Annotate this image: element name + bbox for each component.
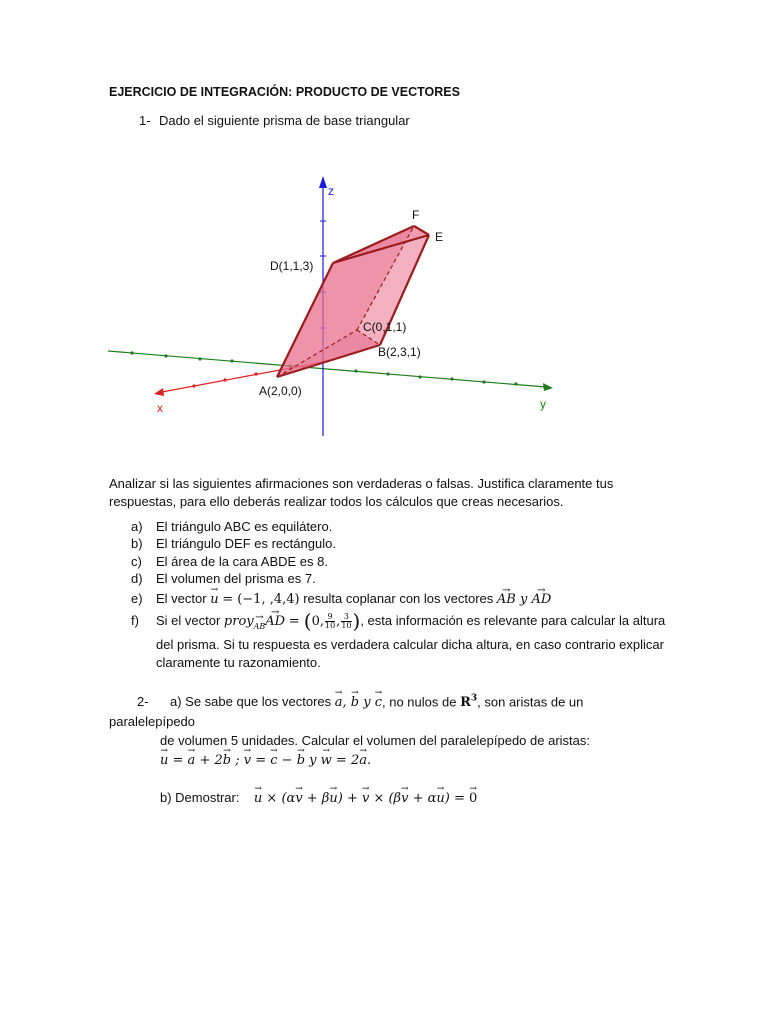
instructions-paragraph (109, 475, 649, 510)
page-title: EJERCICIO DE INTEGRACIÓN: PRODUCTO DE VECTORES (109, 85, 460, 99)
list-item: e) El vector → u = (−1, ,4,4) resulta coplanar con los vectores → AB y → AD (109, 590, 669, 608)
point-c-label: C(0,1,1) (363, 320, 407, 334)
y-axis-arrowhead (543, 383, 553, 391)
point-a-label: A(2,0,0) (259, 384, 302, 398)
axis-z-label: z (328, 184, 334, 198)
statements-list (109, 518, 669, 672)
axis-x-label: x (157, 401, 163, 415)
point-e-label: E (435, 230, 444, 244)
list-item: c) El área de la cara ABDE es 8. (131, 553, 328, 569)
point-b-label: B(2,3,1) (378, 345, 421, 359)
point-d-label: D(1,1,3) (270, 259, 314, 273)
x-axis-arrowhead (154, 388, 164, 396)
math-projection: proy→ $_{AB}$→ AD (224, 614, 285, 629)
prism-figure (0, 0, 768, 460)
exercise-2b: b) Demostrar: → u × (α→ v + β→ u) + → v × (β→ v + α→ u) = → 0 (109, 788, 669, 808)
math-vector-u: → u (210, 592, 218, 607)
exercise-1-text: Dado el siguiente prisma de base triangular (159, 113, 410, 128)
exercise-2-number: 2- (137, 694, 149, 710)
math-identity: → u × (α→ v + β→ u) + → v × (β→ v + α→ u) = → 0 (254, 791, 477, 806)
list-item: a) El triángulo ABC es equilátero. (131, 519, 333, 534)
list-item: d) El volumen del prisma es 7. (131, 571, 316, 587)
point-f-label: F (412, 208, 420, 222)
instructions-main: Analizar si las siguientes afirmaciones son verdaderas o falsas (109, 476, 471, 491)
math-vectors-abc: → a, → b y → c (335, 695, 382, 710)
math-vectors-ab-ad: → AB y → AD (497, 592, 551, 607)
math-r3: $R^3$ (460, 694, 478, 711)
list-item: b) El triángulo DEF es rectángulo. (131, 536, 336, 552)
math-equals-minus-1-4-4: = (−1, ,4,4) (222, 591, 300, 607)
exercise-1-number: 1- (139, 113, 151, 128)
list-item: f) Si el vector proy→ $_{AB}$→ AD = (0, $\frac{9}{10}$ , $\frac{3}{10}$ ), esta información es relevante para calcular la altura del prisma. Si tu respuesta es verdadera calcular dicha altura, en caso contrario explicar claramente tu razonamiento. (109, 612, 669, 672)
z-axis-arrowhead (319, 176, 327, 188)
math-projection-value: = (0, $\frac{9}{10}$ , $\frac{3}{10}$ ) (288, 609, 361, 634)
exercise-2: 2- a) Se sabe que los vectores → a, → b y → c, no nulos de $R^3$, son aristas de un paralelepípedo de volumen 5 unidades. Calcular el volumen del paralelepípedo de aristas: → u = → a + 2→ b ; → v = → c − → b y → w = 2→ a. b) Demostrar: → u × (α→ v + β→ u) + → v × (β→ v + α→ u) = → 0 (109, 690, 669, 808)
instructions-rest: . Justifica claramente tus respuestas, para ello deberás realizar todos los cálculos que creas necesarios. (109, 476, 614, 509)
math-edges: → u = → a + 2→ b ; → v = → c − → b y → w = 2→ a. (109, 750, 669, 770)
axis-y-label: y (540, 397, 546, 411)
